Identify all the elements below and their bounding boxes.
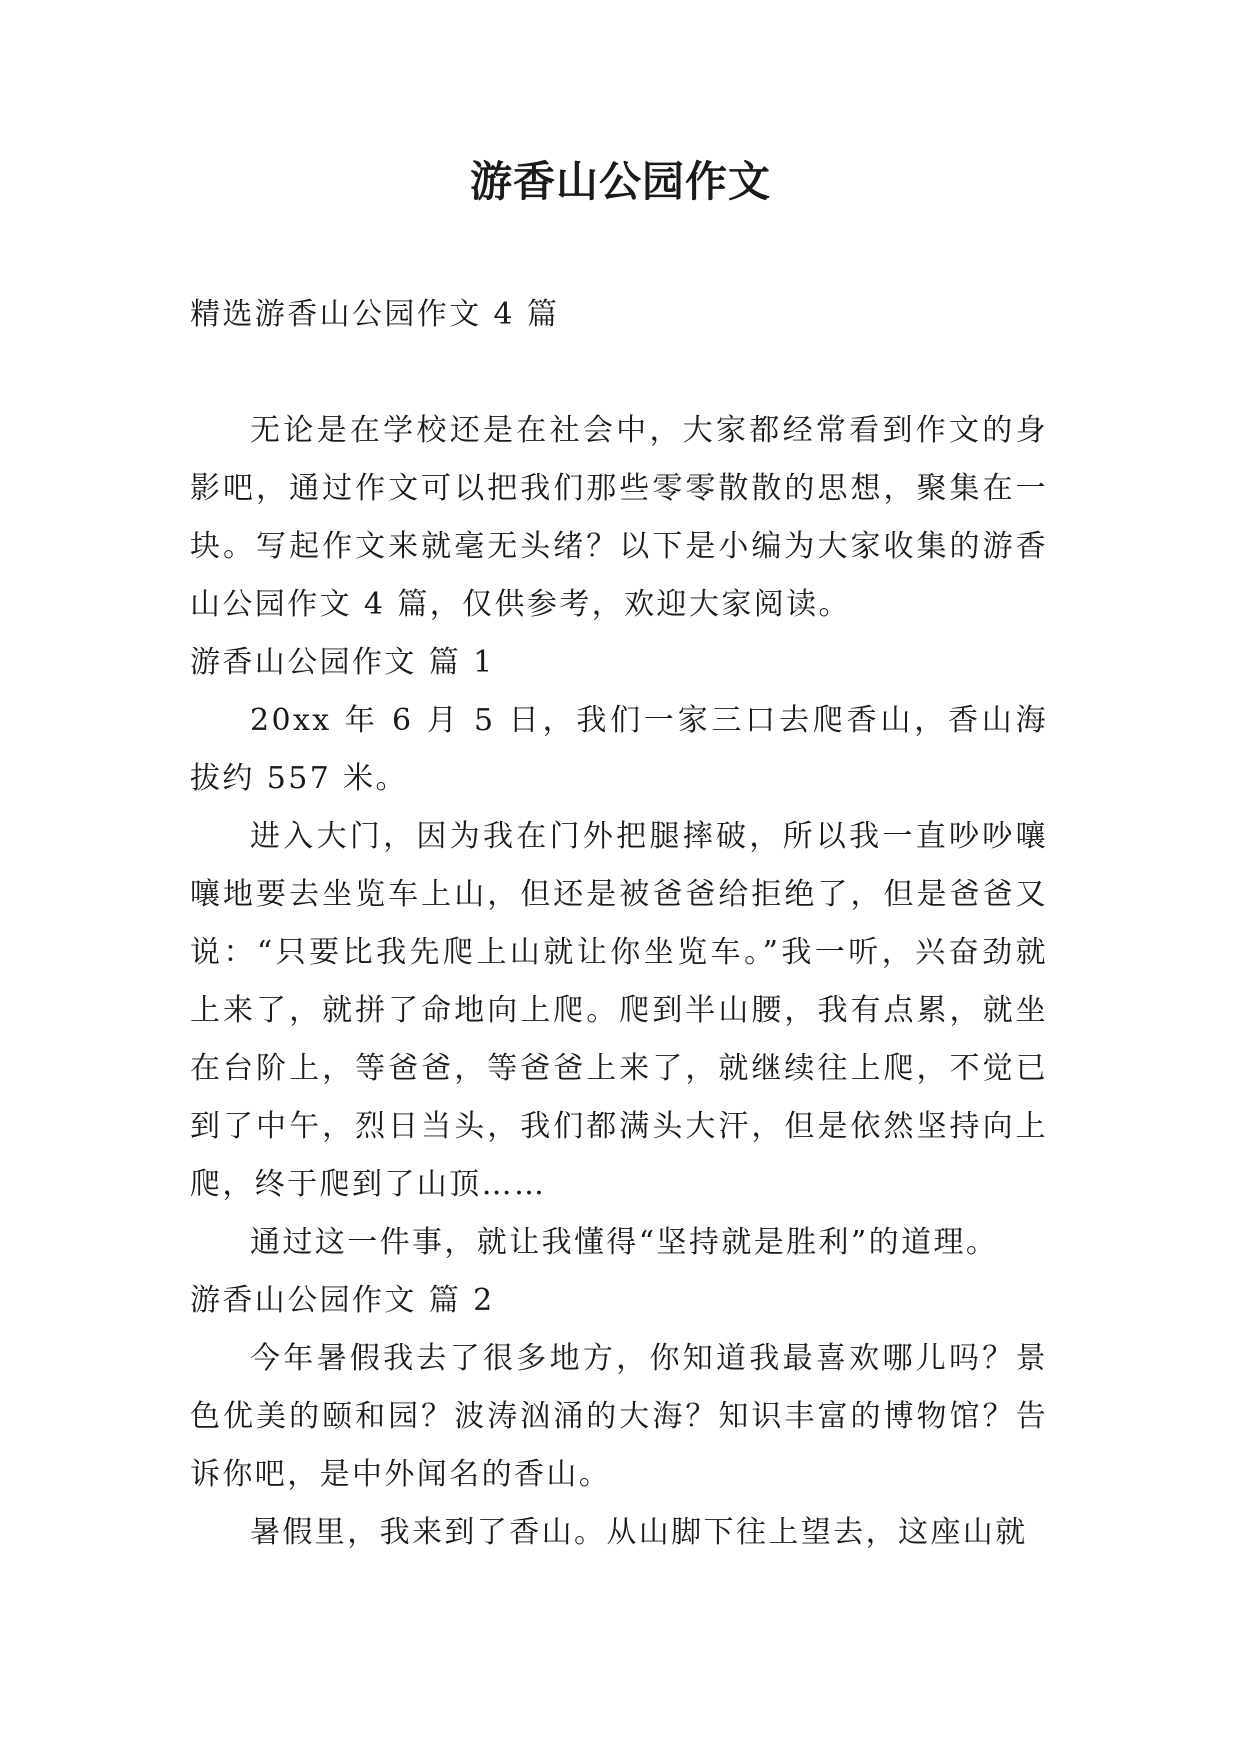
document-title: 游香山公园作文 xyxy=(469,157,771,206)
article-2-heading: 游香山公园作文 篇 2 xyxy=(190,1283,495,1318)
article-1-paragraph-1: 20xx 年 6 月 5 日，我们一家三口去爬香山，香山海拔约 557 米。 xyxy=(190,703,1048,796)
document-body xyxy=(190,286,1048,1562)
article-2-paragraph-2: 暑假里，我来到了香山。从山脚下往上望去，这座山就 xyxy=(250,1515,1028,1550)
document-subtitle: 精选游香山公园作文 4 篇 xyxy=(190,297,560,332)
intro-paragraph: 无论是在学校还是在社会中，大家都经常看到作文的身影吧，通过作文可以把我们那些零零散散的思想，聚集在一块。写起作文来就毫无头绪？以下是小编为大家收集的游香山公园作文 4 篇，仅供参考，欢迎大家阅读。 xyxy=(190,413,1048,622)
article-1-paragraph-3: 通过这一件事，就让我懂得“坚持就是胜利”的道理。 xyxy=(250,1225,999,1260)
article-2-paragraph-1: 今年暑假我去了很多地方，你知道我最喜欢哪儿吗？景色优美的颐和园？波涛汹涌的大海？知识丰富的博物馆？告诉你吧，是中外闻名的香山。 xyxy=(190,1341,1048,1492)
article-1-paragraph-2: 进入大门，因为我在门外把腿摔破，所以我一直吵吵嚷嚷地要去坐览车上山，但还是被爸爸给拒绝了，但是爸爸又说：“只要比我先爬上山就让你坐览车。”我一听，兴奋劲就上来了，就拼了命地向上爬。爬到半山腰，我有点累，就坐在台阶上，等爸爸，等爸爸上来了，就继续往上爬，不觉已到了中午，烈日当头，我们都满头大汗，但是依然坚持向上爬，终于爬到了山顶…… xyxy=(190,819,1048,1202)
article-1-heading: 游香山公园作文 篇 1 xyxy=(190,645,495,680)
